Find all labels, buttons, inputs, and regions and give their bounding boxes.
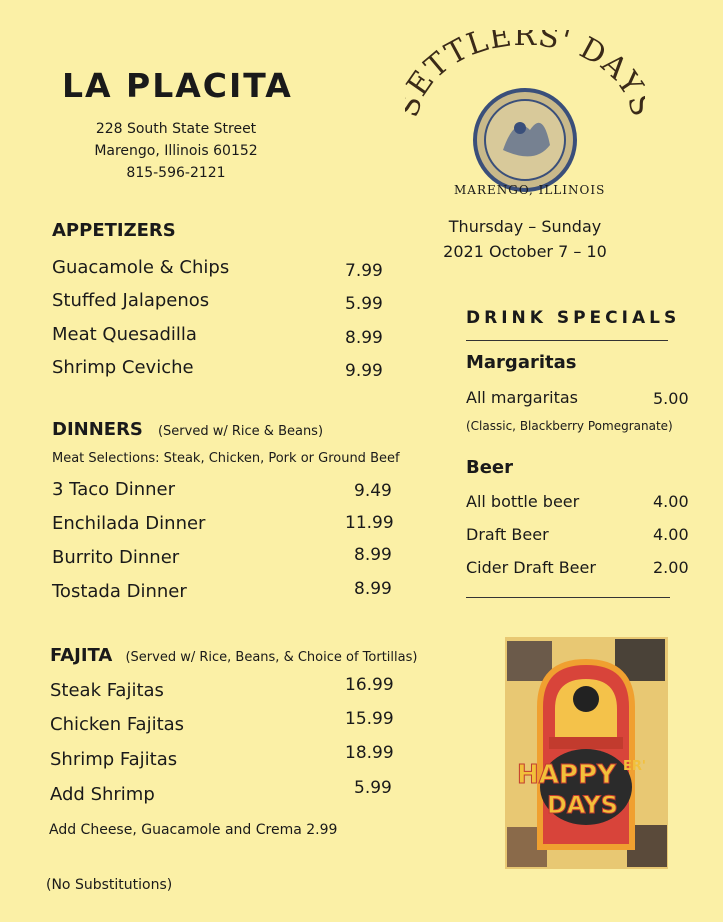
margaritas-heading: Margaritas	[466, 352, 577, 373]
event-dates: 2021 October 7 – 10	[443, 242, 607, 261]
menu-item-price: 11.99	[345, 513, 394, 533]
menu-item-price: 9.99	[345, 361, 383, 381]
event-days: Thursday – Sunday	[448, 217, 602, 236]
dinners-header	[52, 419, 323, 440]
menu-item-price: 8.99	[354, 579, 392, 599]
menu-item-name: Guacamole & Chips	[52, 257, 230, 278]
fajita-note: (Served w/ Rice, Beans, & Choice of Tortillas)	[125, 650, 418, 665]
menu-item-name: Shrimp Ceviche	[52, 357, 194, 378]
menu-item-price: 7.99	[345, 261, 383, 281]
menu-item-name: Burrito Dinner	[52, 547, 180, 568]
drink-item-name: Cider Draft Beer	[466, 558, 596, 577]
event-seal	[475, 90, 575, 190]
menu-item-name: Shrimp Fajitas	[50, 749, 178, 770]
fajita-header	[50, 645, 417, 666]
restaurant-phone: 815-596-2121	[126, 165, 226, 181]
drink-item-name: Draft Beer	[466, 525, 549, 544]
drink-item-name: All margaritas	[466, 388, 579, 407]
dinners-note: (Served w/ Rice & Beans)	[157, 424, 324, 439]
no-substitutions-note: (No Substitutions)	[46, 877, 173, 893]
menu-item-price: 18.99	[345, 743, 394, 763]
menu-item-price: 16.99	[345, 675, 394, 695]
drink-specials-heading: DRINK SPECIALS	[466, 308, 681, 328]
drink-item-price: 5.00	[653, 389, 689, 408]
menu-item-price: 5.99	[354, 778, 392, 798]
menu-item-name: Enchilada Dinner	[52, 513, 206, 534]
fajita-add-on: Add Cheese, Guacamole and Crema 2.99	[49, 822, 338, 838]
menu-item-name: Meat Quesadilla	[52, 324, 197, 345]
menu-item-name: Stuffed Jalapenos	[52, 290, 210, 311]
fajita-heading: FAJITA	[50, 645, 113, 666]
drink-item-price: 4.00	[653, 492, 689, 511]
drink-heading-rule	[466, 340, 668, 341]
event-location: MARENGO, ILLINOIS	[454, 183, 606, 197]
poster-days-text: DAYS	[547, 791, 618, 819]
menu-item-name: Add Shrimp	[50, 784, 155, 805]
menu-item-name: Tostada Dinner	[52, 581, 187, 602]
restaurant-name: LA PLACITA	[62, 66, 293, 105]
event-title-text: TTLERS' DA	[418, 30, 634, 87]
menu-item-name: 3 Taco Dinner	[52, 479, 176, 500]
menu-item-name: Chicken Fajitas	[50, 714, 185, 735]
margaritas-note: (Classic, Blackberry Pomegranate)	[466, 419, 673, 433]
poster-happy-text: HAPPY	[517, 760, 616, 790]
menu-item-name: Steak Fajitas	[50, 680, 164, 701]
restaurant-street: 228 South State Street	[95, 121, 257, 137]
drinks-bottom-rule	[466, 597, 670, 598]
drink-item-name: All bottle beer	[466, 492, 580, 511]
meat-selections: Meat Selections: Steak, Chicken, Pork or Ground Beef	[52, 451, 400, 466]
menu-item-price: 9.49	[354, 481, 392, 501]
appetizers-heading: APPETIZERS	[52, 220, 176, 241]
restaurant-city: Marengo, Illinois 60152	[94, 143, 258, 159]
menu-item-price: 15.99	[345, 709, 394, 729]
beer-heading: Beer	[466, 457, 514, 478]
menu-item-price: 8.99	[345, 328, 383, 348]
drink-item-price: 2.00	[653, 558, 689, 577]
menu-item-price: 8.99	[354, 545, 392, 565]
dinners-heading: DINNERS	[52, 419, 143, 440]
menu-item-price: 5.99	[345, 294, 383, 314]
happy-er-days-poster	[505, 637, 668, 869]
drink-item-price: 4.00	[653, 525, 689, 544]
settlers-days-logo	[405, 30, 645, 200]
poster-er-text: ER'	[623, 759, 646, 774]
